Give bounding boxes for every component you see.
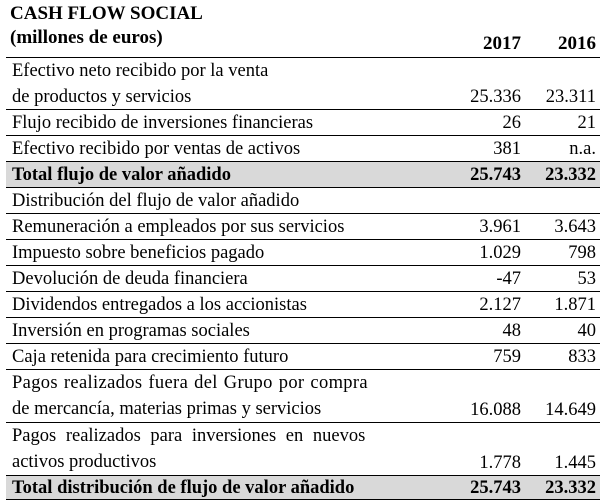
header-title-block	[6, 2, 443, 56]
row-value-2017: 25.743	[470, 478, 521, 498]
row-value-2016: 21	[577, 113, 596, 133]
row-value-2016: 1.445	[554, 453, 596, 473]
row-label: Flujo recibido de inversiones financieras	[12, 113, 314, 133]
row-label	[6, 58, 443, 110]
row-value-2016: n.a.	[569, 139, 596, 159]
row-value-2016	[525, 188, 600, 214]
row-value-2016: 1.871	[554, 295, 596, 315]
table-row	[6, 265, 600, 292]
row-value-2017: 48	[502, 321, 521, 341]
row-label-line: de mercancía, materias primas y servicios	[12, 399, 322, 419]
row-label: Total flujo de valor añadido	[12, 165, 231, 185]
column-header-2017-label: 2017	[483, 33, 521, 54]
total-row	[6, 161, 600, 188]
row-label: Efectivo recibido por ventas de activos	[12, 139, 301, 159]
row-value-2016: 40	[577, 321, 596, 341]
table-row	[6, 109, 600, 136]
table-row	[6, 343, 600, 370]
total-row	[6, 475, 600, 500]
row-value-2016: 53	[577, 269, 596, 289]
row-value-2017: 759	[493, 347, 521, 367]
row-label-line: de productos y servicios	[12, 87, 192, 107]
row-value-2016: 3.643	[554, 217, 596, 237]
row-label: Devolución de deuda financiera	[12, 269, 248, 289]
row-value-2017: 3.961	[479, 217, 521, 237]
row-value-2017: 381	[493, 139, 521, 159]
column-header-2016-label: 2016	[558, 33, 596, 54]
row-value-2017: 2.127	[479, 295, 521, 315]
table-row	[6, 213, 600, 240]
row-value-2016: 23.332	[545, 478, 596, 498]
row-value-2016: 14.649	[545, 400, 596, 420]
row-value-2016: 23.311	[545, 87, 596, 107]
row-value-2016: 833	[568, 347, 596, 367]
row-label	[6, 370, 443, 423]
row-label: Dividendos entregados a los accionistas	[12, 295, 307, 315]
row-value-2017: 1.778	[479, 453, 521, 473]
row-value-2017: 25.743	[470, 165, 521, 185]
row-label: Impuesto sobre beneficios pagado	[12, 243, 265, 263]
table-subtitle: (millones de euros)	[10, 27, 163, 48]
row-label	[6, 423, 443, 476]
table-row	[6, 291, 600, 318]
row-value-2017	[443, 188, 525, 214]
row-value-2016: 23.332	[545, 165, 596, 185]
table-header	[6, 2, 600, 56]
row-label: Inversión en programas sociales	[12, 321, 250, 341]
table-row	[6, 57, 600, 110]
row-value-2017: 1.029	[479, 243, 521, 263]
table-row	[6, 422, 600, 476]
table-row	[6, 369, 600, 423]
table-title: CASH FLOW SOCIAL	[10, 3, 203, 24]
row-label-line: Pagos realizados fuera del Grupo por compra	[12, 373, 368, 393]
section-heading-row	[6, 187, 600, 214]
table-row	[6, 135, 600, 162]
row-label: Remuneración a empleados por sus servicios	[12, 217, 345, 237]
column-header-2017	[443, 32, 525, 56]
table-row	[6, 317, 600, 344]
table-row	[6, 239, 600, 266]
row-label-line: activos productivos	[12, 452, 157, 472]
row-label-line: Pagos realizados para inversiones en nuevos	[12, 426, 366, 446]
column-header-2016	[525, 32, 600, 56]
row-label: Distribución del flujo de valor añadido	[12, 191, 300, 211]
row-label-line: Efectivo neto recibido por la venta	[12, 61, 269, 81]
row-value-2017: 25.336	[470, 87, 521, 107]
row-value-2017: -47	[496, 269, 521, 289]
row-label: Caja retenida para crecimiento futuro	[12, 347, 289, 367]
row-value-2017: 16.088	[470, 400, 521, 420]
row-value-2017: 26	[502, 113, 521, 133]
row-value-2016: 798	[568, 243, 596, 263]
row-label: Total distribución de flujo de valor añadido	[12, 478, 355, 498]
